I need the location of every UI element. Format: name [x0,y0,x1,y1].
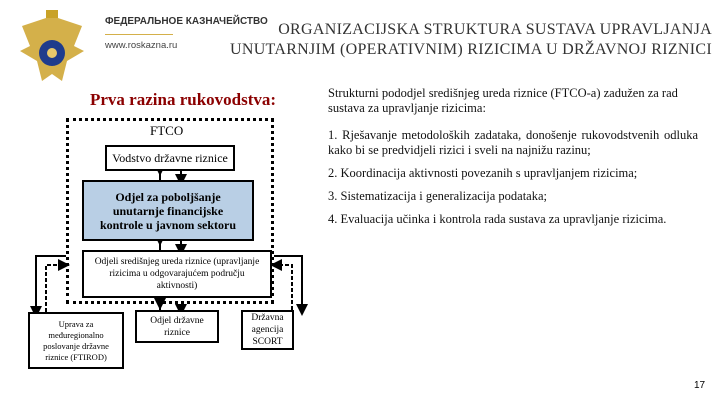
title-line-2: UNUTARNJIM (OPERATIVNIM) RIZICIMA U DRŽAVNOJ RIZNICI [229,41,712,58]
department-box: Odjel za poboljšanje unutarnje financijske kontrole u javnom sektoru [82,180,254,241]
description-intro: Strukturni pododjel središnjeg ureda riznice (FTCO-a) zadužen za rad sustava za upravljanje rizicima: [328,86,678,115]
logo-website[interactable]: www.roskazna.ru [105,40,178,51]
ftco-label: FTCO [150,123,184,138]
treasury-dept-box: Odjel državne riznice [135,310,219,343]
logo-org-name: ФЕДЕРАЛЬНОЕ КАЗНАЧЕЙСТВО [105,16,268,27]
section-heading: Prva razina rukovodstva: [90,90,277,109]
description-item: 4. Evaluacija učinka i kontrola rada sustava za upravljanje rizicima. [328,212,667,226]
agency-box: Državna agencija SCORT [241,310,294,350]
leadership-box: Vodstvo državne riznice [105,145,235,171]
description-item: 2. Koordinacija aktivnosti povezanih s upravljanjem rizicima; [328,166,638,180]
interregional-box: Uprava za međuregionalno poslovanje državne riznice (FTIROD) [28,312,124,369]
description-panel [328,86,698,235]
description-item: 1. Rješavanje metodoloških zadataka, donošenje rukovodstvenih odluka kako bi se predvidjeli rizici i sveli na najnižu razinu; [328,128,698,157]
page-number: 17 [694,380,706,391]
central-units-box: Odjeli središnjeg ureda riznice (upravljanje rizicima u odgovarajućem području aktivnosti) [82,250,272,298]
description-item: 3. Sistematizacija i generalizacija podataka; [328,189,547,203]
title-line-1: ORGANIZACIJSKA STRUKTURA SUSTAVA UPRAVLJANJA [278,21,712,38]
